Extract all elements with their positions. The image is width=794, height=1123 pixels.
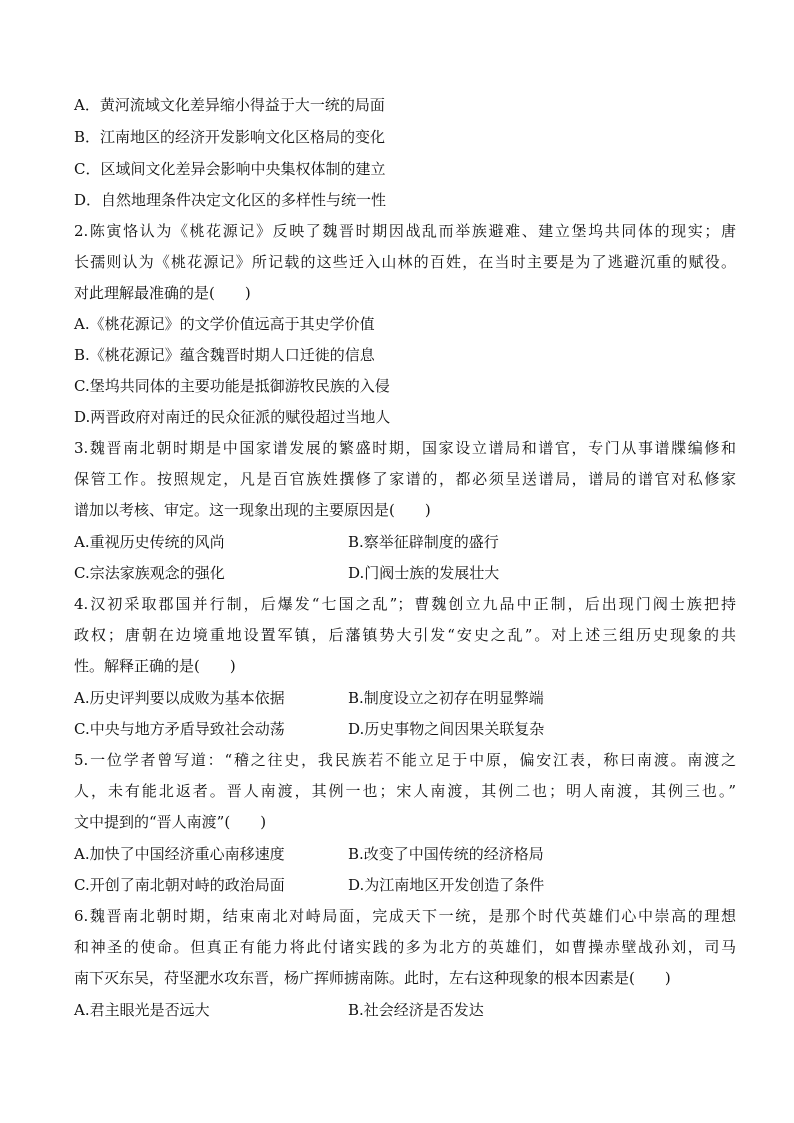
q3-stem-line-1: 3.魏晋南北朝时期是中国家谱发展的繁盛时期，国家设立谱局和谱官，专门从事谱牒编修和 [74, 439, 736, 457]
q1-option-d[interactable]: D．自然地理条件决定文化区的多样性与统一性 [74, 191, 387, 209]
q3-stem-line-3: 谱加以考核、审定。这一现象出现的主要原因是( ) [74, 501, 431, 519]
q5-option-c[interactable]: C.开创了南北朝对峙的政治局面 [74, 876, 285, 894]
q2-stem-line-3: 对此理解最准确的是( ) [74, 284, 251, 302]
q2-option-d[interactable]: D.两晋政府对南迁的民众征派的赋役超过当地人 [74, 408, 391, 426]
q1-option-a[interactable]: A．黄河流域文化差异缩小得益于大一统的局面 [74, 96, 385, 114]
q3-option-b[interactable]: B.察举征辟制度的盛行 [348, 533, 499, 551]
q4-option-a[interactable]: A.历史评判要以成败为基本依据 [74, 689, 285, 707]
q6-stem-line-1: 6.魏晋南北朝时期，结束南北对峙局面，完成天下一统，是那个时代英雄们心中崇高的理想 [74, 907, 736, 925]
q1-option-b[interactable]: B．江南地区的经济开发影响文化区格局的变化 [74, 128, 386, 146]
q5-stem-line-3: 文中提到的“晋人南渡”( ) [74, 813, 267, 831]
q6-option-b[interactable]: B.社会经济是否发达 [348, 1001, 484, 1019]
q6-stem-line-3: 南下灭东吴，苻坚淝水攻东晋，杨广挥师掳南陈。此时，左右这种现象的根本因素是( ) [74, 969, 671, 987]
q3-option-a[interactable]: A.重视历史传统的风尚 [74, 533, 225, 551]
q6-option-a[interactable]: A.君主眼光是否远大 [74, 1001, 210, 1019]
q5-option-b[interactable]: B.改变了中国传统的经济格局 [348, 845, 544, 863]
q4-stem-line-2: 政权；唐朝在边境重地设置军镇，后藩镇势大引发“安史之乱”。对上述三组历史现象的共 [74, 626, 736, 644]
q2-option-b[interactable]: B.《桃花源记》蕴含魏晋时期人口迁徙的信息 [74, 346, 375, 364]
q4-option-b[interactable]: B.制度设立之初存在明显弊端 [348, 689, 544, 707]
q2-stem-line-1: 2.陈寅恪认为《桃花源记》反映了魏晋时期因战乱而举族避难、建立堡坞共同体的现实；唐 [74, 222, 736, 240]
q5-option-a[interactable]: A.加快了中国经济重心南移速度 [74, 845, 285, 863]
q5-stem-line-2: 人，未有能北返者。晋人南渡，其例一也；宋人南渡，其例二也；明人南渡，其例三也。” [74, 782, 736, 800]
q5-option-d[interactable]: D.为江南地区开发创造了条件 [348, 876, 545, 894]
q3-option-d[interactable]: D.门阀士族的发展壮大 [348, 564, 500, 582]
q6-stem-line-2: 和神圣的使命。但真正有能力将此付诸实践的多为北方的英雄们，如曹操赤壁战孙刘，司马 [74, 938, 736, 956]
q3-option-c[interactable]: C.宗法家族观念的强化 [74, 564, 225, 582]
q4-option-d[interactable]: D.历史事物之间因果关联复杂 [348, 720, 545, 738]
q5-stem-line-1: 5.一位学者曾写道：“稽之往史，我民族若不能立足于中原，偏安江表，称曰南渡。南渡之 [74, 751, 736, 769]
q2-option-a[interactable]: A.《桃花源记》的文学价值远高于其史学价值 [74, 315, 375, 333]
q4-stem-line-1: 4.汉初采取郡国并行制，后爆发“七国之乱”；曹魏创立九品中正制，后出现门阀士族把持 [74, 595, 736, 613]
q4-stem-line-3: 性。解释正确的是( ) [74, 657, 236, 675]
q4-option-c[interactable]: C.中央与地方矛盾导致社会动荡 [74, 720, 285, 738]
q2-option-c[interactable]: C.堡坞共同体的主要功能是抵御游牧民族的入侵 [74, 377, 390, 395]
q1-option-c[interactable]: C．区域间文化差异会影响中央集权体制的建立 [74, 160, 386, 178]
q3-stem-line-2: 保管工作。按照规定，凡是百官族姓撰修了家谱的，都必须呈送谱局，谱局的谱官对私修家 [74, 470, 736, 488]
q2-stem-line-2: 长孺则认为《桃花源记》所记载的这些迁入山林的百姓，在当时主要是为了逃避沉重的赋役。 [74, 253, 736, 271]
